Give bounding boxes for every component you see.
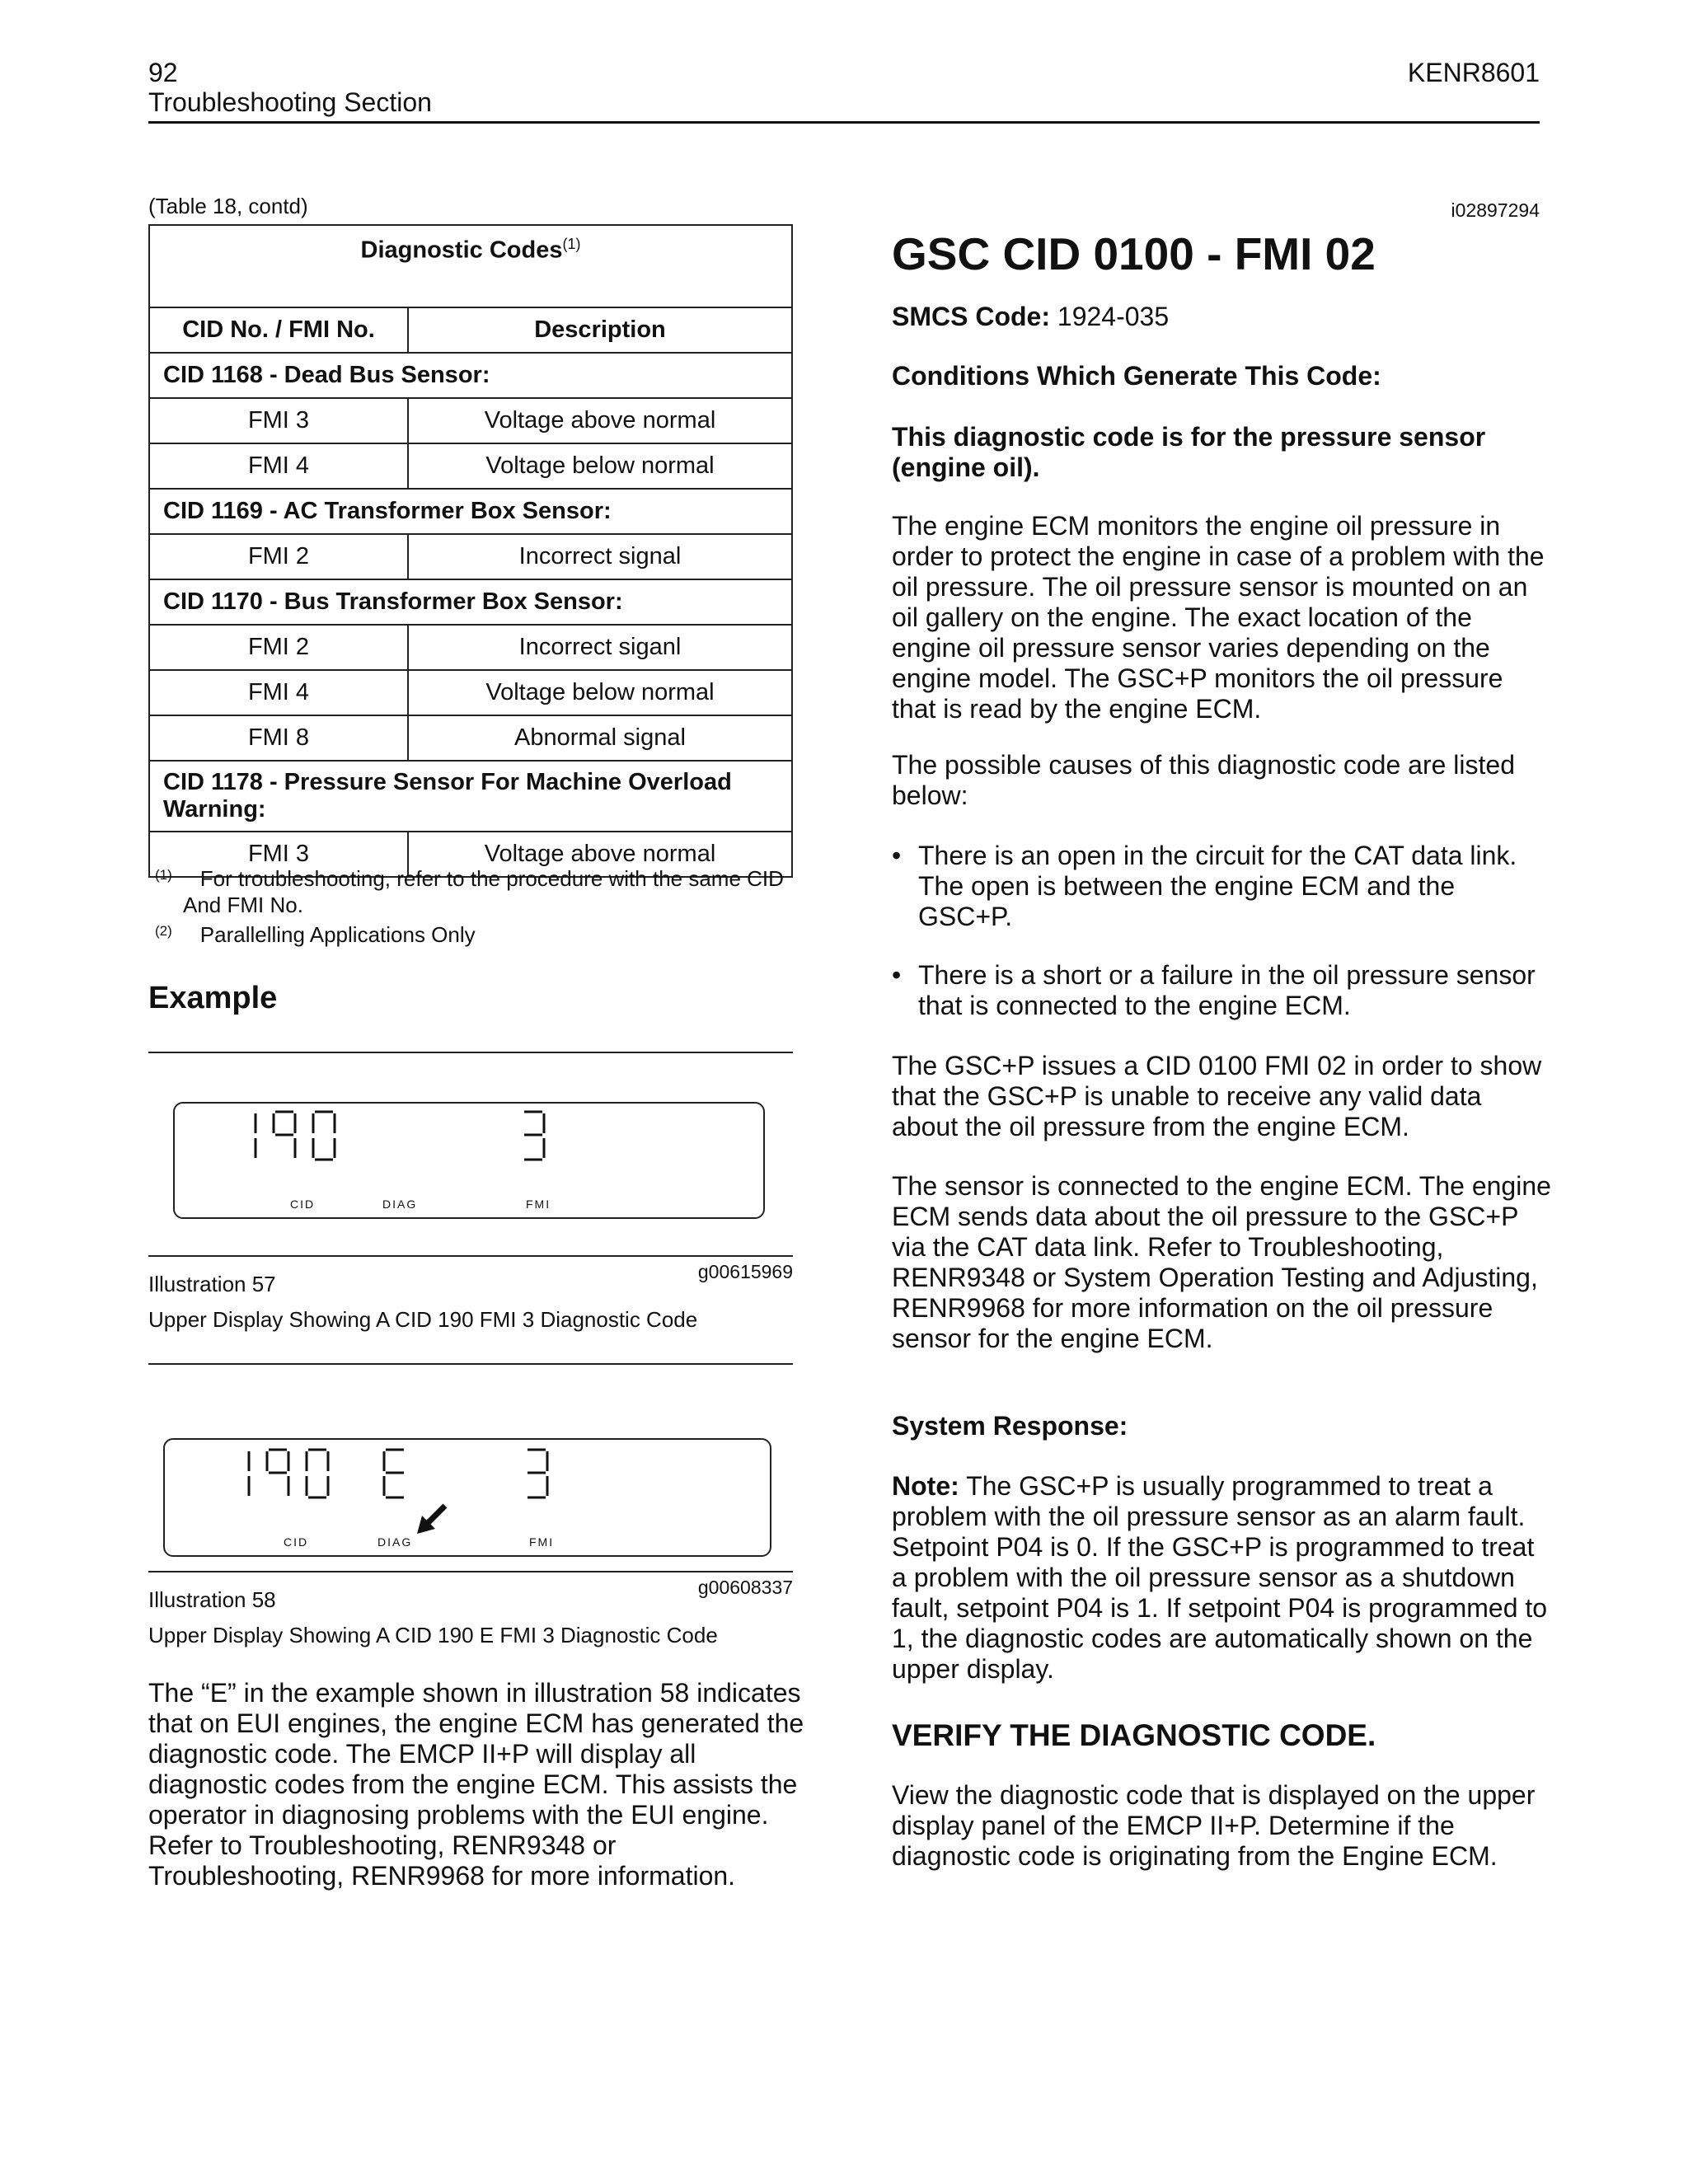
fmi-cell: FMI 8 [149,715,408,761]
paragraph-issue: The GSC+P issues a CID 0100 FMI 02 in order to show that the GSC+P is unable to receive any valid data about the oil pressure from the engine ECM. [892,1051,1542,1141]
example-heading: Example [148,981,278,1015]
table-group-row [149,353,792,398]
table-header-row [149,307,792,353]
paragraph-causes: The possible causes of this diagnostic code are listed below: [892,750,1515,810]
fmi-cell: FMI 4 [149,670,408,715]
column-header-cid: CID No. / FMI No. [149,307,408,353]
table-row [149,398,792,443]
fmi-label: FMI [526,1197,551,1211]
group-cid-1169: CID 1169 - AC Transformer Box Sensor: [149,489,792,534]
fmi-cell: FMI 2 [149,625,408,670]
upper-display-cid-190-e-fmi-3 [163,1438,771,1557]
description-cell: Voltage below normal [408,443,792,489]
footnote-2 [155,921,798,948]
description-cell: Incorrect signal [408,534,792,579]
illustration-caption: Upper Display Showing A CID 190 FMI 3 Diagnostic Code [148,1307,698,1332]
table-title: Diagnostic Codes$^{(1)}$ [149,225,792,307]
table-caption: (Table 18, contd) [148,194,308,218]
cid-label: CID [290,1197,316,1211]
smcs-code [892,302,1551,332]
group-cid-1170: CID 1170 - Bus Transformer Box Sensor: [149,579,792,625]
table-row [149,670,792,715]
divider [148,1052,793,1053]
fmi-cell: FMI 2 [149,534,408,579]
description-cell: Voltage above normal [408,832,792,877]
diag-label: DIAG [377,1535,413,1549]
system-response-heading: System Response: [892,1411,1128,1441]
group-cid-1178: CID 1178 - Pressure Sensor For Machine Overload Warning: [149,761,792,832]
cid-label: CID [284,1535,309,1549]
table-row [149,715,792,761]
description-cell: Voltage below normal [408,670,792,715]
table-row [149,534,792,579]
verify-heading: VERIFY THE DIAGNOSTIC CODE. [892,1718,1376,1752]
header-rule [148,121,1540,124]
fmi-cell: FMI 3 [149,832,408,877]
table-row [149,625,792,670]
paragraph-monitoring: The engine ECM monitors the engine oil pressure in order to protect the engine in case of a problem with the oil pressure. The oil pressure sensor is mounted on an oil gallery on the engine. The exact location of the engine oil pressure sensor varies depending on the engine model. The GSC+P monitors the oil pressure that is read by the engine ECM. [892,511,1545,724]
illustration-id: g00615969 [697,1261,793,1282]
upper-display-cid-190-fmi-3 [173,1102,765,1219]
procedure-title: GSC CID 0100 - FMI 02 [892,228,1376,279]
smcs-label: SMCS Code: [892,302,1050,331]
example-paragraph: The “E” in the example shown in illustration 58 indicates that on EUI engines, the engine ECM has generated the diagnostic code. The EMCP II+P will display all diagnostic codes from the engine ECM. This assists the operator in diagnosing problems with the EUI engine. Refer to Troubleshooting, RENR9348 or Troubleshooting, RENR9968 for more information. [148,1678,804,1891]
page-number: 92 [148,58,178,87]
fmi-cell: FMI 4 [149,443,408,489]
divider [148,1363,793,1365]
table-group-row [149,761,792,832]
paragraph-sensor: The sensor is connected to the engine ECM. The engine ECM sends data about the oil pressure to the GSC+P via the CAT data link. Refer to Troubleshooting, RENR9348 or System Operation Testing and Adjusting, RENR9968 for more information on the oil pressure sensor for the engine ECM. [892,1171,1551,1353]
fmi-cell: FMI 3 [149,398,408,443]
description-cell: Incorrect siganl [408,625,792,670]
conditions-heading: Conditions Which Generate This Code: [892,361,1381,391]
arrow-icon [417,1506,445,1534]
diagnostic-codes-table [148,224,793,878]
section-title: Troubleshooting Section [148,87,432,117]
divider [148,1571,793,1572]
divider [148,1255,793,1257]
segment-digits [165,1440,770,1555]
illustration-id: g00608337 [697,1577,793,1598]
description-cell: Abnormal signal [408,715,792,761]
illustration-number: Illustration 57 [148,1272,276,1296]
intro-bold: This diagnostic code is for the pressure sensor (engine oil). [892,422,1486,482]
footnote-mark: (2) [155,923,172,939]
table-title-row [149,225,792,307]
list-item: • There is a short or a failure in the oil pressure sensor that is connected to the engine ECM. [892,960,1536,1020]
column-header-description: Description [408,307,792,353]
note-label: Note: [892,1471,959,1501]
list-item: • There is an open in the circuit for the CAT data link. The open is between the engine ECM and the GSC+P. [892,841,1517,931]
footnote-text: For troubleshooting, refer to the procedure with the same CID [199,866,784,891]
smcs-value: 1924-035 [1050,302,1170,331]
illustration-caption: Upper Display Showing A CID 190 E FMI 3 Diagnostic Code [148,1623,718,1647]
note-paragraph [892,1471,1551,1685]
segment-digits [175,1104,763,1217]
description-cell: Voltage above normal [408,398,792,443]
table-title-footnote-mark: (1) [562,236,581,252]
table-group-row [149,489,792,534]
footnote-mark: (1) [155,867,172,883]
note-text: The GSC+P is usually programmed to treat a problem with the oil pressure sensor as an alarm fault. Setpoint P04 is 0. If the GSC+P is programmed to treat a problem with the oil pressure sensor as a shutdown fault, setpoint P04 is 1. If setpoint P04 is programmed to 1, the diagnostic codes are automatically shown on the upper display. [892,1471,1548,1684]
paragraph-verify: View the diagnostic code that is displayed on the upper display panel of the EMCP II+P. Determine if the diagnostic code is originating from the Engine ECM. [892,1780,1536,1871]
reference-id: i02897294 [1451,199,1540,221]
document-id: KENR8601 [1407,58,1540,87]
bullet-icon: • [892,960,902,990]
table-row [149,443,792,489]
illustration-number: Illustration 58 [148,1587,276,1612]
footnote-text-continued: And FMI No. [183,893,303,917]
footnote-1 [155,865,798,918]
diag-label: DIAG [382,1197,418,1211]
group-cid-1168: CID 1168 - Dead Bus Sensor: [149,353,792,398]
fmi-label: FMI [529,1535,555,1549]
footnote-text: Parallelling Applications Only [199,922,476,947]
table-group-row [149,579,792,625]
bullet-icon: • [892,841,902,870]
